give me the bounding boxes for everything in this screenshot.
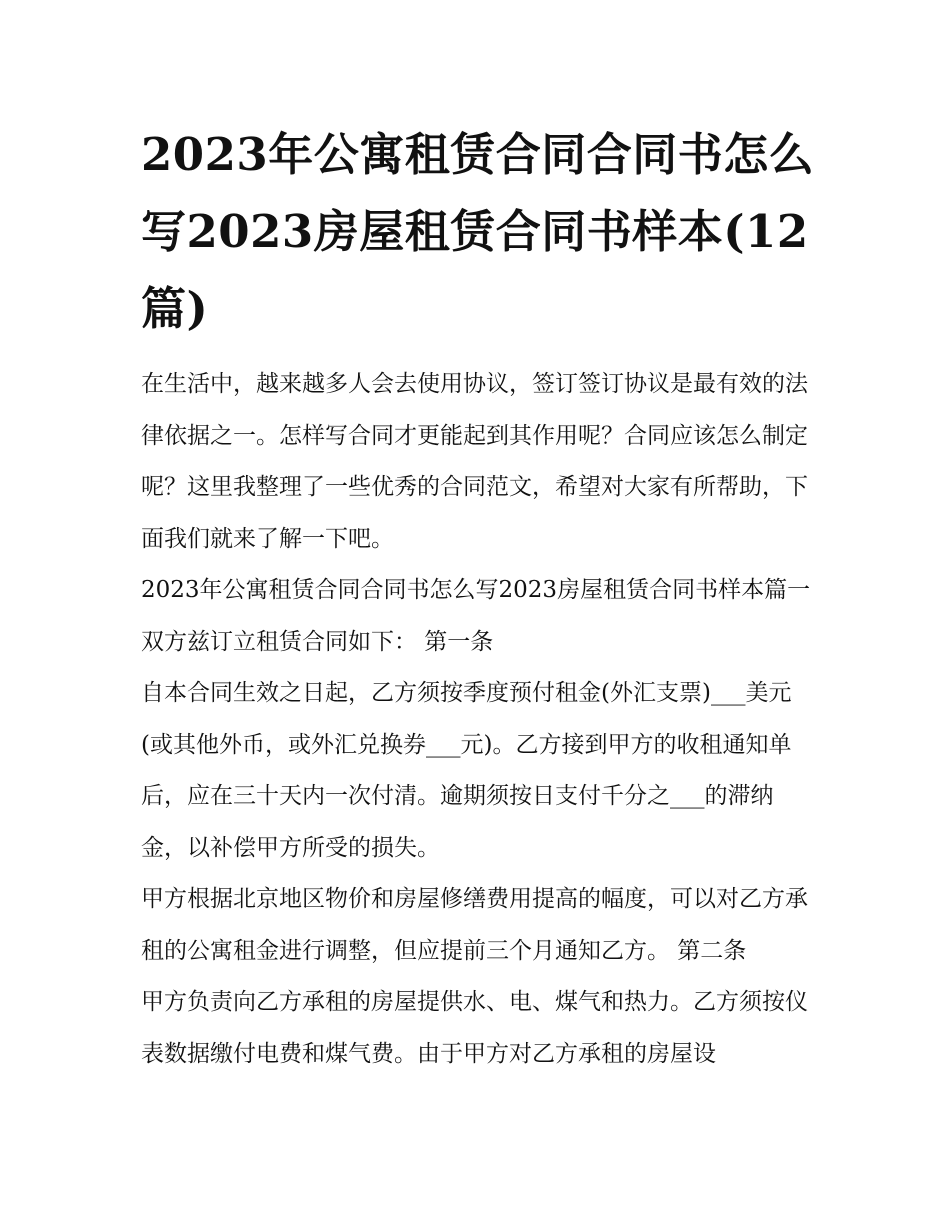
utilities-paragraph: 甲方负责向乙方承租的房屋提供水、电、煤气和热力。乙方须按仪表数据缴付电费和煤气费。由于甲方对乙方承租的房屋设 — [141, 989, 808, 1067]
document-title: 2023年公寓租赁合同合同书怎么写2023房屋租赁合同书样本(12篇) — [141, 128, 815, 335]
document-page — [141, 116, 816, 1080]
rent-adjustment-paragraph: 甲方根据北京地区物价和房屋修缮费用提高的幅度，可以对乙方承租的公寓租金进行调整，但应提前三个月通知乙方。 第二条 — [141, 886, 808, 964]
section-heading-paragraph: 2023年公寓租赁合同合同书怎么写2023房屋租赁合同书样本篇一 双方兹订立租赁合同如下： 第一条 — [141, 577, 811, 655]
intro-paragraph: 在生活中，越来越多人会去使用协议，签订签订协议是最有效的法律依据之一。怎样写合同才更能起到其作用呢？合同应该怎么制定呢？这里我整理了一些优秀的合同范文，希望对大家有所帮助，下面我们就来了解一下吧。 — [141, 371, 808, 552]
rent-payment-paragraph: 自本合同生效之日起，乙方须按季度预付租金(外汇支票)___美元(或其他外币，或外汇兑换券___元)。乙方接到甲方的收租通知单后，应在三十天内一次付清。逾期须按日支付千分之___的滞纳金，以补偿甲方所受的损失。 — [141, 680, 792, 861]
